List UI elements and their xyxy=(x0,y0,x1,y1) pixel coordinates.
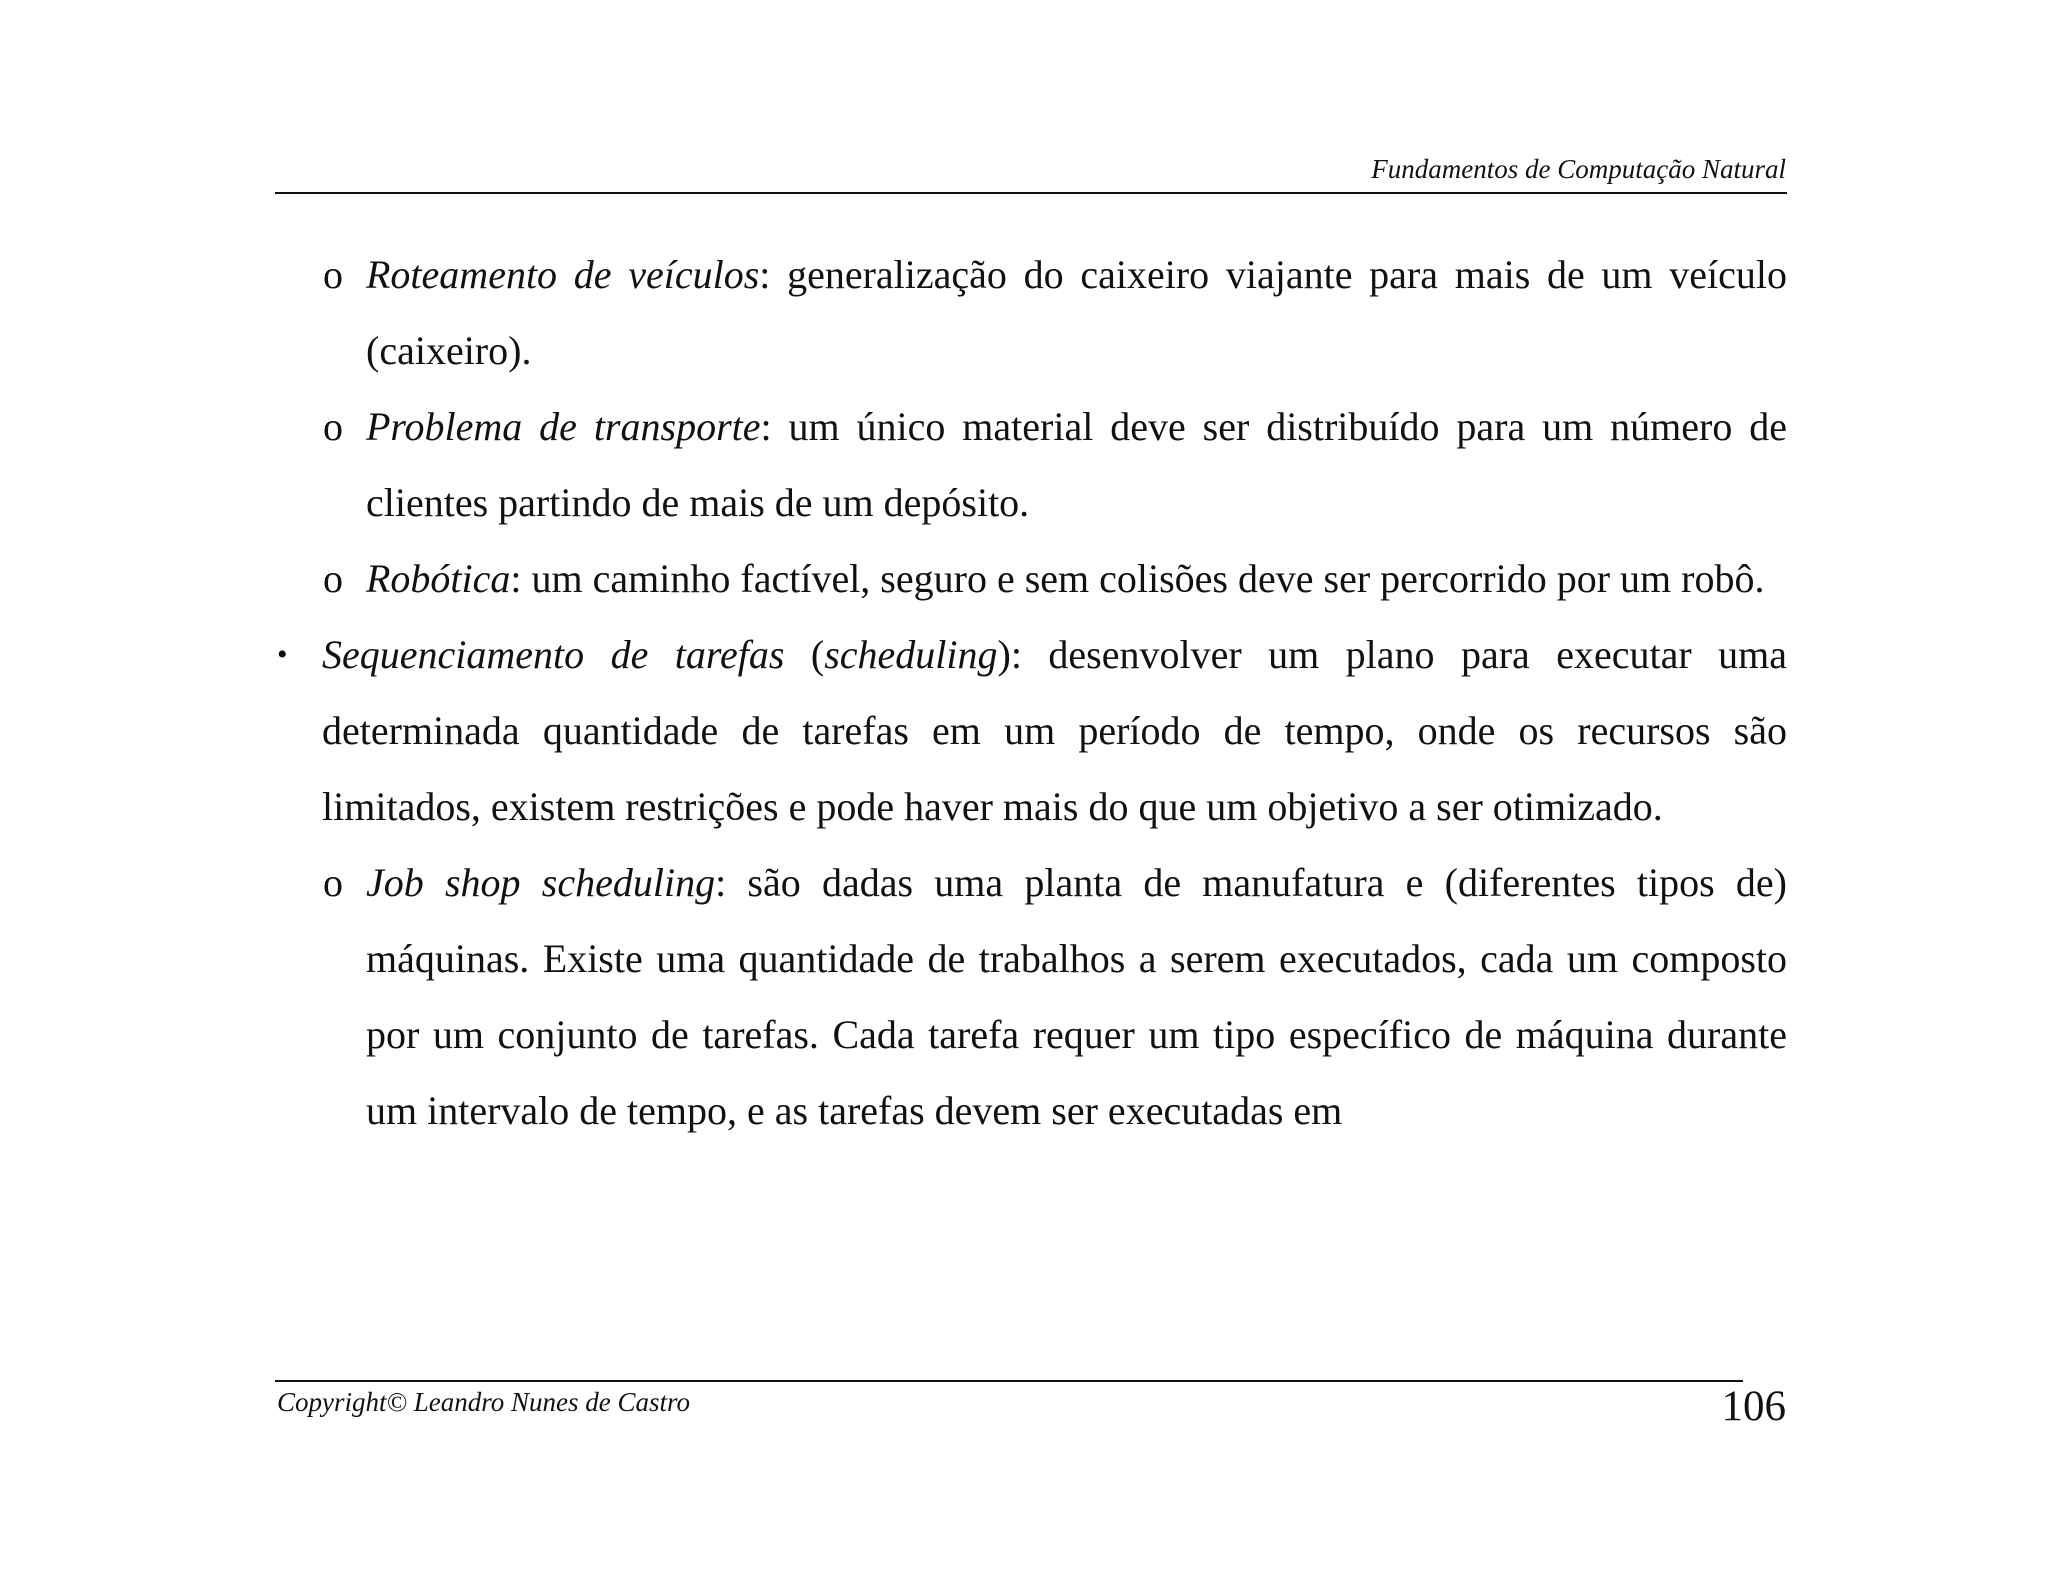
item-text: : um caminho factível, seguro e sem colisões deve ser percorrido por um robô. xyxy=(510,556,1765,601)
copyright-notice: Copyright© Leandro Nunes de Castro xyxy=(277,1387,691,1417)
running-header: Fundamentos de Computação Natural xyxy=(1371,154,1786,184)
item-text: : generalização do caixeiro viajante para mais de um veículo (caixeiro). xyxy=(366,252,1787,373)
item-text: : são dadas uma planta de manufatura e (diferentes tipos de) máquinas. Existe uma quantidade de trabalhos a serem executados, cada um composto por um conjunto de tarefas. Cada tarefa requer um tipo específico de máquina durante um intervalo de tempo, e as tarefas devem ser executadas em xyxy=(366,860,1787,1133)
item-text: ): desenvolver um plano para executar uma determinada quantidade de tarefas em um período de tempo, onde os recursos são limitados, existem restrições e pode haver mais do que um objetivo a ser otimizado. xyxy=(322,632,1787,829)
item-term: Robótica xyxy=(366,556,511,601)
item-term: Sequenciamento de tarefas xyxy=(322,632,785,677)
item-term: Roteamento de veículos xyxy=(366,252,760,297)
item-text: : um único material deve ser distribuído para um número de clientes partindo de mais de um depósito. xyxy=(366,404,1788,525)
sub-bullet-item xyxy=(275,541,1787,617)
item-term-english: scheduling xyxy=(824,632,998,677)
footer-rule xyxy=(275,1380,1743,1382)
page-number: 106 xyxy=(1721,1383,1786,1430)
sub-bullet-item xyxy=(275,845,1787,1149)
header-rule xyxy=(275,192,1787,194)
sub-bullet-marker: o xyxy=(323,556,343,601)
sub-bullet-item xyxy=(275,237,1787,389)
bullet-marker: • xyxy=(277,638,288,671)
bullet-item xyxy=(275,617,1787,845)
sub-bullet-item xyxy=(275,389,1787,541)
item-paren-open: ( xyxy=(784,632,825,677)
body-text xyxy=(275,237,1787,1149)
sub-bullet-marker: o xyxy=(323,860,343,905)
item-term: Job shop scheduling xyxy=(366,860,716,905)
item-term: Problema de transporte xyxy=(366,404,761,449)
sub-bullet-marker: o xyxy=(323,404,343,449)
sub-bullet-marker: o xyxy=(323,252,343,297)
